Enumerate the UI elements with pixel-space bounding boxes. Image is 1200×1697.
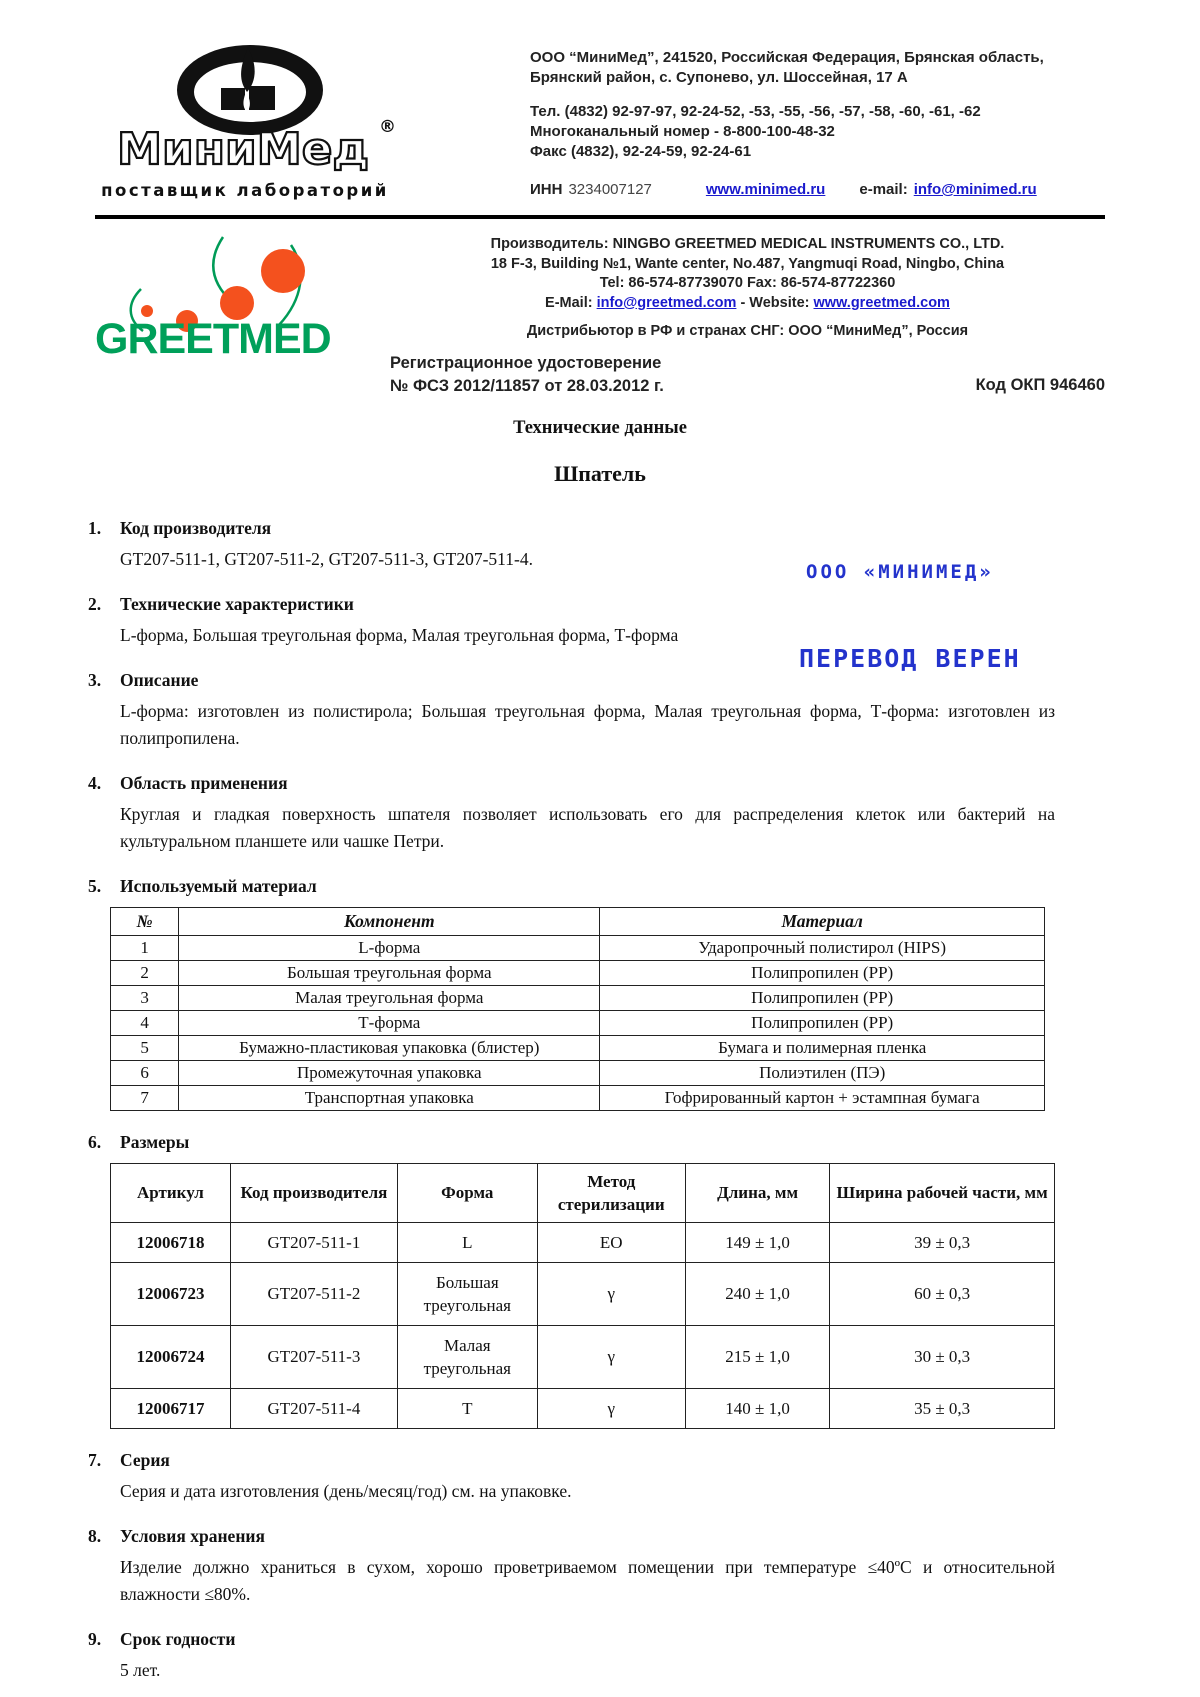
section-heading: Технические характеристики [120,593,354,614]
section-body: Круглая и гладкая поверхность шпателя позволяет использовать его для распределения клеток или бактерий на культуральном планшете или чашке Петри. [120,803,1055,851]
table-cell: γ [537,1325,685,1388]
column-header: Длина, мм [685,1163,829,1222]
table-cell: L-форма [179,935,600,960]
column-header: Код производителя [230,1163,397,1222]
section-heading: Условия хранения [120,1525,265,1546]
greetmed-logo [95,231,390,398]
registered-mark: ® [379,117,395,137]
header [0,0,1200,209]
table-cell: Ударопрочный полистирол (HIPS) [600,935,1045,960]
column-header: Материал [600,907,1045,935]
section-body: L-форма, Большая треугольная форма, Малая треугольная форма, Т-форма [120,624,679,645]
manufacturer-info [390,231,1105,398]
section-body: Серия и дата изготовления (день/месяц/год) см. на упаковке. [120,1480,572,1501]
table-cell: 12006723 [111,1262,231,1325]
manufacturer-line1: Производитель: NINGBO GREETMED MEDICAL INSTRUMENTS CO., LTD. [490,236,1005,252]
table-cell: 39 ± 0,3 [830,1222,1055,1262]
registration-line1: Регистрационное удостоверение [390,353,662,372]
table-row [111,1085,1045,1110]
column-header: Компонент [179,907,600,935]
greetmed-logo-icon [95,231,390,363]
stamp-translation-line: ПЕРЕВОД ВЕРЕН [799,644,1021,673]
email-label: e-mail: [859,181,908,198]
section-materials [88,874,1055,1111]
section-storage-conditions [88,1524,1055,1608]
table-row [111,935,1045,960]
multichannel-line: Многоканальный номер - 8-800-100-48-32 [530,123,835,140]
column-header: Ширина рабочей части, мм [830,1163,1055,1222]
section-tech-characteristics [88,592,1055,649]
manufacturer-block [0,219,1200,398]
section-number: 5. [88,875,102,896]
section-heading: Размеры [120,1131,190,1152]
table-cell: 1 [111,935,179,960]
column-header: № [111,907,179,935]
table-cell: EO [537,1222,685,1262]
mfr-website-sep: - Website: [736,294,814,311]
table-cell: 12006718 [111,1222,231,1262]
section-heading: Используемый материал [120,875,317,896]
company-address-line1: ООО “МиниМед”, 241520, Российская Федерация, Брянская область, [530,49,1044,66]
table-cell: γ [537,1262,685,1325]
table-cell: 240 ± 1,0 [685,1262,829,1325]
table-header-row [111,1163,1055,1222]
table-cell: Полиэтилен (ПЭ) [600,1060,1045,1085]
table-cell: GT207-511-1 [230,1222,397,1262]
fax-line: Факс (4832), 92-24-59, 92-24-61 [530,143,752,160]
okp-code: Код ОКП 946460 [975,375,1105,394]
table-cell: Полипропилен (PP) [600,985,1045,1010]
table-cell: Большая треугольная [397,1262,537,1325]
greetmed-email-link[interactable]: info@greetmed.com [596,294,737,311]
manufacturer-phones: Tel: 86-574-87739070 Fax: 86-574-87722360 [599,275,896,291]
column-header: Метод стерилизации [537,1163,685,1222]
table-cell: Бумага и полимерная пленка [600,1035,1045,1060]
table-cell: Транспортная упаковка [179,1085,600,1110]
column-header: Артикул [111,1163,231,1222]
table-cell: GT207-511-3 [230,1325,397,1388]
table-cell: 12006724 [111,1325,231,1388]
table-row [111,1262,1055,1325]
table-cell: Бумажно-пластиковая упаковка (блистер) [179,1035,600,1060]
registration-block [390,352,1105,398]
minimed-logo-icon [95,36,395,204]
table-header-row [111,907,1045,935]
section-sizes [88,1130,1055,1429]
table-cell: 215 ± 1,0 [685,1325,829,1388]
table-cell: Полипропилен (PP) [600,1010,1045,1035]
table-cell: 12006717 [111,1388,231,1428]
manufacturer-email-row [390,294,1105,314]
table-cell: 149 ± 1,0 [685,1222,829,1262]
table-cell: 30 ± 0,3 [830,1325,1055,1388]
table-row [111,1388,1055,1428]
greetmed-website-link[interactable]: www.greetmed.com [813,294,950,311]
table-cell: GT207-511-2 [230,1262,397,1325]
table-cell: Малая треугольная форма [179,985,600,1010]
section-body: GT207-511-1, GT207-511-2, GT207-511-3, GT207-511-4. [120,548,533,569]
section-shelf-life [88,1627,1055,1684]
section-heading: Срок годности [120,1628,236,1649]
section-series [88,1448,1055,1505]
section-heading: Область применения [120,772,288,793]
section-number: 2. [88,593,102,614]
table-cell: Т-форма [179,1010,600,1035]
section-body: L-форма: изготовлен из полистирола; Большая треугольная форма, Малая треугольная форма, Т-форма: изготовлен из полипропилена. [120,700,1055,748]
table-cell: L [397,1222,537,1262]
company-address-line2: Брянский район, с. Супонево, ул. Шоссейная, 17 А [530,69,908,86]
table-cell: 140 ± 1,0 [685,1388,829,1428]
table-row [111,1222,1055,1262]
header-contacts [530,36,1105,209]
section-number: 9. [88,1628,102,1649]
table-row [111,1035,1045,1060]
manufacturer-line2: 18 F-3, Building №1, Wante center, No.487, Yangmuqi Road, Ningbo, China [490,255,1005,272]
minimed-logo-text: МиниМед [117,124,369,175]
table-cell: 60 ± 0,3 [830,1262,1055,1325]
minimed-logo [95,36,395,209]
section-heading: Описание [120,669,199,690]
section-number: 3. [88,669,102,690]
stamp-company-line: ООО «МИНИМЕД» [806,561,994,583]
table-cell: GT207-511-4 [230,1388,397,1428]
minimed-tagline: поставщик лабораторий [101,181,389,200]
table-cell: 2 [111,960,179,985]
section-number: 8. [88,1525,102,1546]
section-number: 4. [88,772,102,793]
document-title: Технические данные [513,417,687,438]
section-description [88,668,1055,752]
section-body: Изделие должно храниться в сухом, хорошо проветриваемом помещении при температуре ≤40ºС и относительной влажности ≤80%. [120,1556,1055,1604]
table-row [111,1325,1055,1388]
table-cell: 4 [111,1010,179,1035]
inn-value: 3234007127 [568,181,652,198]
registration-line2: № ФСЗ 2012/11857 от 28.03.2012 г. [390,376,664,395]
mfr-email-label: E-Mail: [545,294,593,311]
table-cell: γ [537,1388,685,1428]
section-heading: Серия [120,1449,170,1470]
section-application-area [88,771,1055,855]
product-title: Шпатель [554,460,646,486]
minimed-website-link[interactable]: www.minimed.ru [705,181,826,198]
table-cell: 5 [111,1035,179,1060]
table-cell: Гофрированный картон + эстампная бумага [600,1085,1045,1110]
table-row [111,1060,1045,1085]
table-cell: Малая треугольная [397,1325,537,1388]
table-row [111,1010,1045,1035]
table-cell: 3 [111,985,179,1010]
inn-label: ИНН [530,181,563,198]
section-number: 6. [88,1131,102,1152]
phone-line: Тел. (4832) 92-97-97, 92-24-52, -53, -55, -56, -57, -58, -60, -61, -62 [530,103,981,120]
table-cell: Большая треугольная форма [179,960,600,985]
table-cell: Полипропилен (PP) [600,960,1045,985]
table-cell: 35 ± 0,3 [830,1388,1055,1428]
table-row [111,960,1045,985]
table-row [111,985,1045,1010]
table-cell: Т [397,1388,537,1428]
sizes-table [110,1163,1055,1429]
section-heading: Код производителя [120,517,272,538]
section-number: 1. [88,517,102,538]
table-cell: 7 [111,1085,179,1110]
materials-table [110,907,1045,1111]
distributor-line: Дистрибьютор в РФ и странах СНГ: ООО “МиниМед”, Россия [526,323,969,339]
greetmed-logo-text: GREETMED [95,315,331,363]
column-header: Форма [397,1163,537,1222]
section-body: 5 лет. [120,1659,161,1680]
section-number: 7. [88,1449,102,1470]
table-cell: 6 [111,1060,179,1085]
table-cell: Промежуточная упаковка [179,1060,600,1085]
minimed-email-link[interactable]: info@minimed.ru [913,181,1037,198]
